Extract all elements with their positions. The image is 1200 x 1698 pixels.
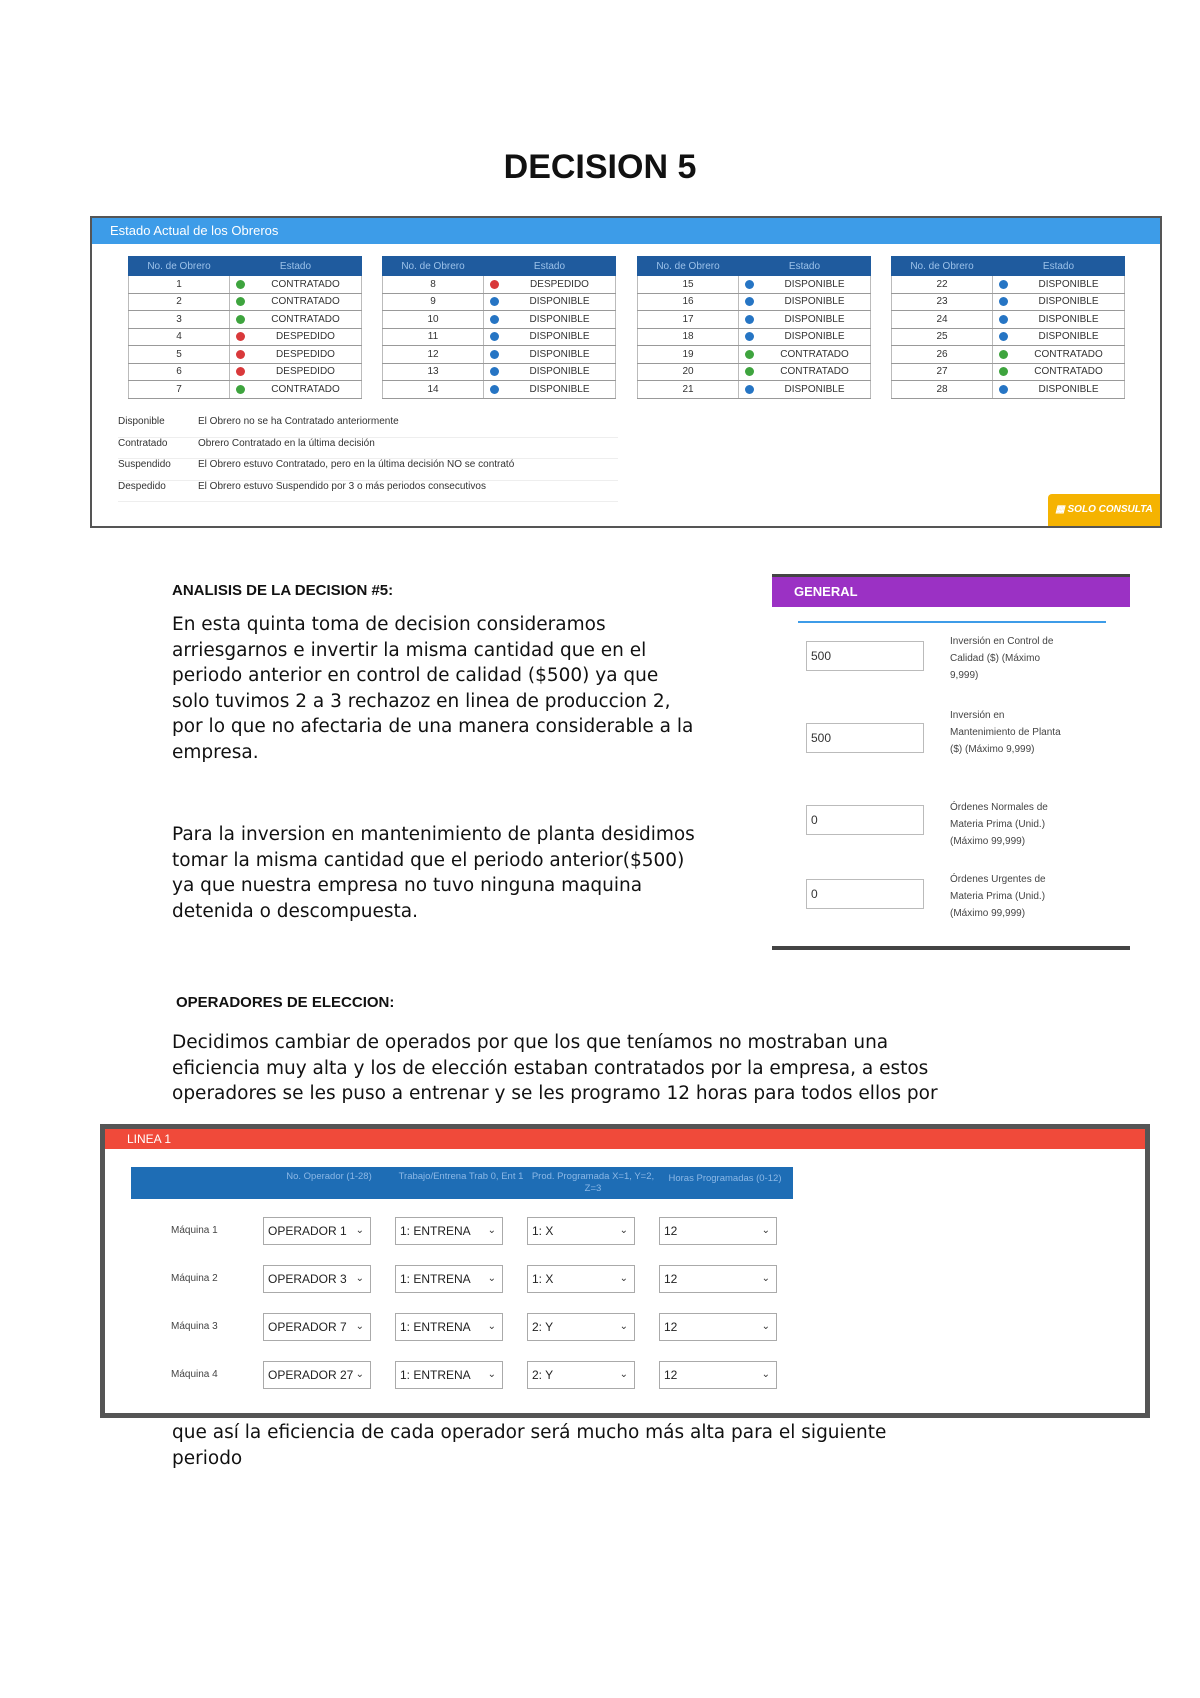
status-icon-cell <box>230 363 251 381</box>
page-title: DECISION 5 <box>503 148 697 186</box>
col-header-num: No. de Obrero <box>383 257 484 276</box>
status-icon <box>236 367 245 376</box>
status-icon <box>236 315 245 324</box>
obrero-status: DESPEDIDO <box>250 346 362 364</box>
chevron-down-icon: ⌄ <box>619 1369 628 1380</box>
status-icon <box>490 350 499 359</box>
obrero-row <box>383 293 616 311</box>
calidad-input[interactable]: 500 <box>806 641 924 671</box>
obrero-row <box>129 293 362 311</box>
produccion-select[interactable] <box>527 1361 635 1389</box>
trabajo-select[interactable] <box>395 1217 503 1245</box>
produccion-select-value: 1: X <box>532 1224 554 1238</box>
status-icon-cell <box>484 346 505 364</box>
status-icon <box>236 280 245 289</box>
status-icon-cell <box>484 311 505 329</box>
status-icon <box>999 350 1008 359</box>
legend-key: Despedido <box>118 480 166 492</box>
obrero-number: 10 <box>383 311 484 329</box>
linea-1-header: LINEA 1 <box>105 1129 1145 1149</box>
status-icon <box>236 385 245 394</box>
chevron-down-icon: ⌄ <box>355 1321 364 1332</box>
obrero-row <box>383 381 616 399</box>
status-icon-cell <box>739 311 760 329</box>
status-icon <box>490 297 499 306</box>
horas-select[interactable] <box>659 1217 777 1245</box>
obrero-row <box>892 311 1125 329</box>
status-icon-cell <box>230 276 251 294</box>
obrero-number: 12 <box>383 346 484 364</box>
status-icon <box>999 280 1008 289</box>
legend-row <box>118 416 618 438</box>
obrero-number: 8 <box>383 276 484 294</box>
chevron-down-icon: ⌄ <box>487 1273 496 1284</box>
status-icon <box>490 315 499 324</box>
obrero-row <box>383 363 616 381</box>
status-icon <box>999 315 1008 324</box>
produccion-select[interactable] <box>527 1265 635 1293</box>
obrero-status: DISPONIBLE <box>1013 311 1125 329</box>
status-icon <box>745 385 754 394</box>
chevron-down-icon: ⌄ <box>761 1369 770 1380</box>
ordenes-urgentes-label: Órdenes Urgentes de Materia Prima (Unid.) (Máximo 99,999) <box>950 874 1046 919</box>
calidad-label: Inversión en Control de Calidad ($) (Máximo 9,999) <box>950 636 1054 681</box>
status-icon-cell <box>230 328 251 346</box>
produccion-select[interactable] <box>527 1217 635 1245</box>
status-icon <box>999 385 1008 394</box>
obrero-status: DISPONIBLE <box>504 328 616 346</box>
obrero-status: DISPONIBLE <box>759 293 871 311</box>
obrero-status: DISPONIBLE <box>504 311 616 329</box>
obrero-status: CONTRATADO <box>250 276 362 294</box>
status-icon <box>999 367 1008 376</box>
col-header-estado: Estado <box>484 257 616 276</box>
legend-row <box>118 438 618 460</box>
column-header-blank <box>131 1167 263 1199</box>
status-icon <box>745 332 754 341</box>
obrero-row <box>638 311 871 329</box>
operadores-paragraph-2: que así la eficiencia de cada operador será mucho más alta para el siguiente periodo <box>172 1422 887 1469</box>
status-icon-cell <box>739 346 760 364</box>
legend-row <box>118 459 618 481</box>
status-icon <box>236 297 245 306</box>
obrero-number: 2 <box>129 293 230 311</box>
trabajo-select-value: 1: ENTRENA <box>400 1320 471 1334</box>
estado-obreros-header: Estado Actual de los Obreros <box>92 218 1160 244</box>
status-icon-cell <box>230 293 251 311</box>
chevron-down-icon: ⌄ <box>619 1273 628 1284</box>
operador-select[interactable] <box>263 1217 371 1245</box>
status-icon-cell <box>739 293 760 311</box>
obrero-status: DISPONIBLE <box>1013 381 1125 399</box>
obrero-row <box>129 363 362 381</box>
legend-key: Suspendido <box>118 459 171 470</box>
obrero-status: CONTRATADO <box>759 363 871 381</box>
status-icon-cell <box>739 381 760 399</box>
status-icon-cell <box>993 328 1014 346</box>
horas-select[interactable] <box>659 1361 777 1389</box>
status-icon <box>236 350 245 359</box>
obrero-row <box>638 276 871 294</box>
legend-key: Contratado <box>118 437 168 449</box>
obrero-row <box>638 346 871 364</box>
produccion-select-value: 2: Y <box>532 1368 554 1382</box>
obrero-number: 21 <box>638 381 739 399</box>
maquina-label: Máquina 2 <box>171 1273 218 1284</box>
general-divider <box>798 621 1106 623</box>
obrero-status: DISPONIBLE <box>504 293 616 311</box>
obrero-status: CONTRATADO <box>759 346 871 364</box>
chevron-down-icon: ⌄ <box>355 1273 364 1284</box>
obrero-status: DISPONIBLE <box>759 381 871 399</box>
chevron-down-icon: ⌄ <box>487 1225 496 1236</box>
status-icon-cell <box>484 381 505 399</box>
produccion-select[interactable] <box>527 1313 635 1341</box>
obrero-status: DISPONIBLE <box>759 328 871 346</box>
operador-select-value: OPERADOR 27 <box>268 1368 354 1382</box>
status-icon <box>490 367 499 376</box>
chevron-down-icon: ⌄ <box>487 1321 496 1332</box>
horas-select-value: 12 <box>664 1224 678 1238</box>
obrero-status: DISPONIBLE <box>504 363 616 381</box>
status-icon-cell <box>739 328 760 346</box>
obrero-status: CONTRATADO <box>250 293 362 311</box>
analysis-heading: ANALISIS DE LA DECISION #5: <box>172 582 394 599</box>
obrero-row <box>638 328 871 346</box>
legend-value: El Obrero no se ha Contratado anteriormente <box>198 416 399 427</box>
ordenes-normales-input[interactable]: 0 <box>806 805 924 835</box>
general-header: GENERAL <box>772 577 1130 607</box>
horas-select-value: 12 <box>664 1272 678 1286</box>
obrero-row <box>892 328 1125 346</box>
operador-select-value: OPERADOR 7 <box>268 1320 347 1334</box>
obrero-number: 24 <box>892 311 993 329</box>
obrero-status: CONTRATADO <box>1013 346 1125 364</box>
obrero-number: 5 <box>129 346 230 364</box>
status-icon <box>745 280 754 289</box>
obrero-status: DISPONIBLE <box>759 311 871 329</box>
operador-select[interactable] <box>263 1313 371 1341</box>
obrero-status: CONTRATADO <box>1013 363 1125 381</box>
obrero-row <box>892 381 1125 399</box>
obrero-number: 19 <box>638 346 739 364</box>
chevron-down-icon: ⌄ <box>761 1273 770 1284</box>
obrero-row <box>383 311 616 329</box>
operador-select-value: OPERADOR 1 <box>268 1224 347 1238</box>
analysis-paragraph-1: En esta quinta toma de decision consideramos arriesgarnos e invertir la misma cantidad que en el periodo anterior en control de calidad ($500) ya que solo tuvimos 2 a 3 rechazoz en linea de produccion 2, por lo que no afectaria de una manera considerable a la empresa. <box>172 614 694 763</box>
estado-legend <box>118 416 618 502</box>
obrero-number: 6 <box>129 363 230 381</box>
trabajo-select[interactable] <box>395 1265 503 1293</box>
status-icon <box>999 332 1008 341</box>
status-icon-cell <box>993 346 1014 364</box>
obrero-row <box>129 346 362 364</box>
status-icon <box>745 315 754 324</box>
status-icon <box>745 297 754 306</box>
obrero-row <box>383 276 616 294</box>
status-icon-cell <box>230 381 251 399</box>
maquina-label: Máquina 4 <box>171 1369 218 1380</box>
obreros-table <box>382 256 616 399</box>
obrero-number: 27 <box>892 363 993 381</box>
obrero-row <box>892 346 1125 364</box>
operador-select[interactable] <box>263 1265 371 1293</box>
obrero-number: 16 <box>638 293 739 311</box>
chevron-down-icon: ⌄ <box>761 1225 770 1236</box>
status-icon-cell <box>739 276 760 294</box>
obrero-number: 23 <box>892 293 993 311</box>
status-icon-cell <box>484 276 505 294</box>
chevron-down-icon: ⌄ <box>355 1369 364 1380</box>
operadores-heading: OPERADORES DE ELECCION: <box>176 994 395 1011</box>
obrero-number: 25 <box>892 328 993 346</box>
status-icon-cell <box>993 293 1014 311</box>
obrero-status: DISPONIBLE <box>1013 276 1125 294</box>
status-icon-cell <box>484 363 505 381</box>
ordenes-normales-label: Órdenes Normales de Materia Prima (Unid.) (Máximo 99,999) <box>950 802 1048 847</box>
obrero-row <box>129 381 362 399</box>
status-icon-cell <box>993 363 1014 381</box>
obrero-number: 1 <box>129 276 230 294</box>
status-icon <box>490 332 499 341</box>
legend-key: Disponible <box>118 416 165 427</box>
col-header-estado: Estado <box>230 257 362 276</box>
mantenimiento-label: Inversión en Mantenimiento de Planta ($) (Máximo 9,999) <box>950 710 1061 755</box>
obrero-number: 28 <box>892 381 993 399</box>
produccion-select-value: 1: X <box>532 1272 554 1286</box>
obrero-number: 11 <box>383 328 484 346</box>
obreros-table <box>637 256 871 399</box>
solo-consulta-label: SOLO CONSULTA <box>1067 504 1153 515</box>
operador-select-value: OPERADOR 3 <box>268 1272 347 1286</box>
chevron-down-icon: ⌄ <box>619 1321 628 1332</box>
chevron-down-icon: ⌄ <box>355 1225 364 1236</box>
obrero-status: DISPONIBLE <box>504 346 616 364</box>
linea-column-header <box>131 1167 793 1199</box>
chevron-down-icon: ⌄ <box>487 1369 496 1380</box>
obrero-number: 3 <box>129 311 230 329</box>
obrero-number: 7 <box>129 381 230 399</box>
obrero-status: DISPONIBLE <box>1013 328 1125 346</box>
column-header-trabajo: Trabajo/Entrena Trab 0, Ent 1 <box>398 1171 524 1182</box>
status-icon <box>745 367 754 376</box>
obrero-status: DESPEDIDO <box>250 363 362 381</box>
obrero-number: 18 <box>638 328 739 346</box>
obrero-row <box>129 311 362 329</box>
trabajo-select[interactable] <box>395 1361 503 1389</box>
legend-row <box>118 481 618 503</box>
produccion-select-value: 2: Y <box>532 1320 554 1334</box>
solo-consulta-button[interactable]: ▦ SOLO CONSULTA <box>1048 494 1160 526</box>
linea-1-panel <box>100 1124 1150 1418</box>
obrero-number: 4 <box>129 328 230 346</box>
obreros-table <box>891 256 1125 399</box>
status-icon-cell <box>739 363 760 381</box>
obrero-status: DESPEDIDO <box>250 328 362 346</box>
obrero-status: CONTRATADO <box>250 381 362 399</box>
obrero-number: 13 <box>383 363 484 381</box>
status-icon-cell <box>993 311 1014 329</box>
operadores-paragraph-1: Decidimos cambiar de operados por que los que teníamos no mostraban una eficiencia muy alta y los de elección estaban contratados por la empresa, a estos operadores se les puso a entrenar y se les programo 12 horas para todos ellos por <box>172 1032 938 1104</box>
horas-select[interactable] <box>659 1265 777 1293</box>
obrero-row <box>383 346 616 364</box>
obrero-status: DISPONIBLE <box>504 381 616 399</box>
estado-obreros-panel <box>90 216 1162 528</box>
obrero-number: 9 <box>383 293 484 311</box>
status-icon <box>236 332 245 341</box>
status-icon <box>490 280 499 289</box>
obrero-status: CONTRATADO <box>250 311 362 329</box>
obrero-row <box>129 328 362 346</box>
status-icon <box>490 385 499 394</box>
chevron-down-icon: ⌄ <box>619 1225 628 1236</box>
status-icon-cell <box>993 276 1014 294</box>
col-header-num: No. de Obrero <box>892 257 993 276</box>
obrero-row <box>638 363 871 381</box>
status-icon-cell <box>993 381 1014 399</box>
obrero-number: 20 <box>638 363 739 381</box>
trabajo-select-value: 1: ENTRENA <box>400 1272 471 1286</box>
column-header-operador: No. Operador (1-28) <box>286 1171 372 1182</box>
horas-select-value: 12 <box>664 1320 678 1334</box>
col-header-estado: Estado <box>739 257 871 276</box>
trabajo-select[interactable] <box>395 1313 503 1341</box>
obrero-number: 15 <box>638 276 739 294</box>
obrero-status: DESPEDIDO <box>504 276 616 294</box>
obrero-number: 14 <box>383 381 484 399</box>
maquina-label: Máquina 3 <box>171 1321 218 1332</box>
obrero-row <box>638 293 871 311</box>
legend-value: El Obrero estuvo Contratado, pero en la última decisión NO se contrató <box>198 459 515 470</box>
obrero-row <box>892 363 1125 381</box>
analysis-paragraph-2: Para la inversion en mantenimiento de planta desidimos tomar la misma cantidad que el periodo anterior($500) ya que nuestra empresa no tuvo ninguna maquina detenida o descompuesta. <box>172 824 695 922</box>
status-icon-cell <box>484 293 505 311</box>
ordenes-urgentes-input[interactable]: 0 <box>806 879 924 909</box>
operador-select[interactable] <box>263 1361 371 1389</box>
status-icon-cell <box>230 346 251 364</box>
obrero-number: 26 <box>892 346 993 364</box>
trabajo-select-value: 1: ENTRENA <box>400 1368 471 1382</box>
maquina-label: Máquina 1 <box>171 1225 218 1236</box>
obrero-status: DISPONIBLE <box>759 276 871 294</box>
horas-select[interactable] <box>659 1313 777 1341</box>
obrero-number: 22 <box>892 276 993 294</box>
obrero-status: DISPONIBLE <box>1013 293 1125 311</box>
obrero-row <box>638 381 871 399</box>
obrero-row <box>129 276 362 294</box>
legend-value: Obrero Contratado en la última decisión <box>198 437 375 449</box>
legend-value: El Obrero estuvo Suspendido por 3 o más periodos consecutivos <box>198 480 486 492</box>
status-icon-cell <box>230 311 251 329</box>
horas-select-value: 12 <box>664 1368 678 1382</box>
obrero-number: 17 <box>638 311 739 329</box>
obrero-row <box>892 293 1125 311</box>
mantenimiento-input[interactable]: 500 <box>806 723 924 753</box>
obrero-row <box>892 276 1125 294</box>
obrero-row <box>383 328 616 346</box>
column-header-produccion: Prod. Programada X=1, Y=2, Z=3 <box>531 1171 655 1194</box>
status-icon-cell <box>484 328 505 346</box>
col-header-num: No. de Obrero <box>638 257 739 276</box>
general-panel <box>772 574 1130 950</box>
trabajo-select-value: 1: ENTRENA <box>400 1224 471 1238</box>
col-header-num: No. de Obrero <box>129 257 230 276</box>
column-header-horas: Horas Programadas (0-12) <box>668 1173 782 1184</box>
status-icon <box>745 350 754 359</box>
chevron-down-icon: ⌄ <box>761 1321 770 1332</box>
obreros-table <box>128 256 362 399</box>
status-icon <box>999 297 1008 306</box>
col-header-estado: Estado <box>993 257 1125 276</box>
